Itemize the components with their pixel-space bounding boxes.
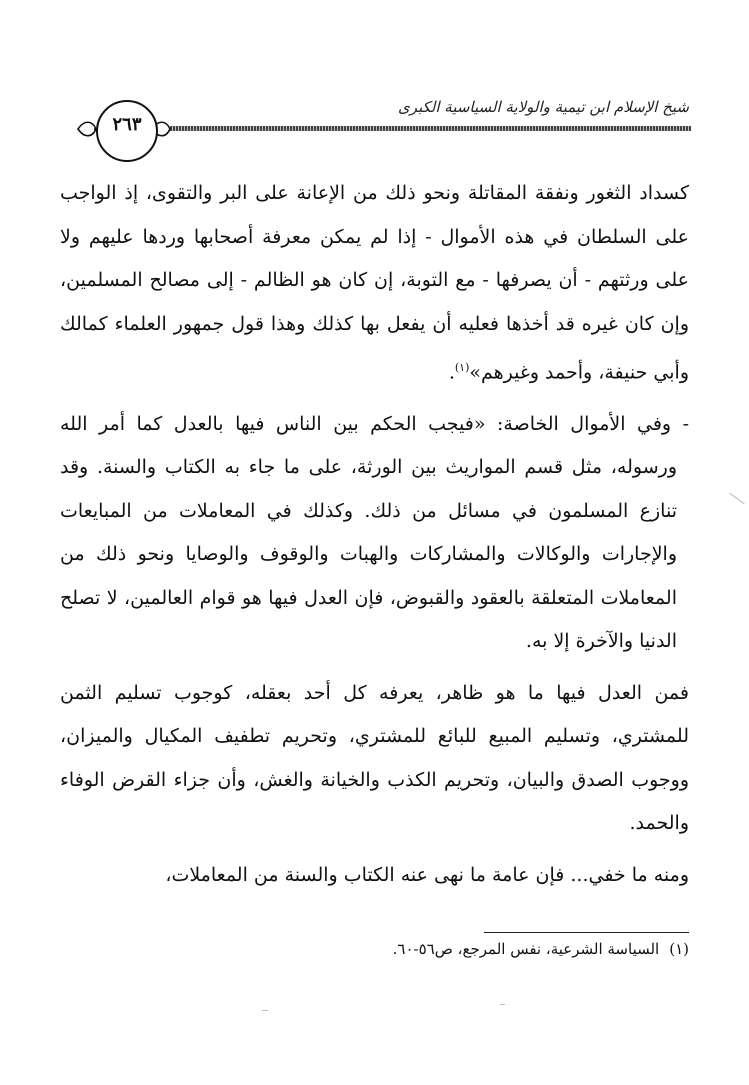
scan-speck [729, 493, 744, 504]
scan-speck [262, 1010, 268, 1011]
paragraph [60, 172, 689, 395]
footnote-marker: (١) [669, 940, 689, 958]
main-text [60, 172, 689, 897]
paragraph-text: فمن العدل فيها ما هو ظاهر، يعرفه كل أحد بعقله، كوجوب تسليم الثمن للمشتري، وتسليم المبيع للبائع للمشتري، وتحريم تطفيف المكيال والميزان، ووجوب الصدق والبيان، وتحريم الكذب والخيانة والغش، وأن جزاء القرض الوفاء والحمد. [60, 681, 689, 835]
running-title: شيخ الإسلام ابن تيمية والولاية السياسية الكبرى [397, 98, 689, 116]
paragraph-text: ومنه ما خفي... فإن عامة ما نهى عنه الكتاب والسنة من المعاملات، [165, 863, 689, 886]
paragraph [60, 854, 689, 898]
scan-speck [500, 1004, 505, 1005]
footnote-text: السياسة الشرعية، نفس المرجع، ص٥٦-٦٠. [392, 940, 660, 958]
paragraph-text: - وفي الأموال الخاصة: «فيجب الحكم بين الناس فيها بالعدل كما أمر الله ورسوله، مثل قسم المواريث بين الورثة، على ما جاء به الكتاب والسنة. وقد تنازع المسلمون في مسائل من ذلك. وكذلك في المعاملات من المبايعات والإجارات والوكالات والمشاركات والهبات والوقوف والوصايا ونحو ذلك من المعاملات المتعلقة بالعقود والقبوض، فإن العدل فيها هو قوام العالمين، لا تصلح الدنيا والآخرة إلا به. [60, 412, 689, 653]
paragraph-tail: . [448, 361, 455, 384]
paragraph [60, 672, 689, 846]
page-number: ٢٦٣ [112, 114, 142, 135]
footnote-reference: (١) [454, 361, 470, 374]
paragraph-text: كسداد الثغور ونفقة المقاتلة ونحو ذلك من الإعانة على البر والتقوى، إذ الواجب على السلطان في هذه الأموال - إذا لم يمكن معرفة أصحابها وردها عليهم ولا على ورثتهم - أن يصرفها - مع التوبة، إن كان هو الظالم - إلى مصالح المسلمين، وإن كان غيره قد أخذها فعليه أن يفعل بها كذلك وهذا قول جمهور العلماء كمالك وأبي حنيفة، وأحمد وغيرهم» [60, 182, 689, 384]
footnote [393, 940, 689, 958]
paragraph [60, 403, 689, 664]
header-rule [170, 126, 691, 131]
footnote-rule [484, 932, 689, 933]
